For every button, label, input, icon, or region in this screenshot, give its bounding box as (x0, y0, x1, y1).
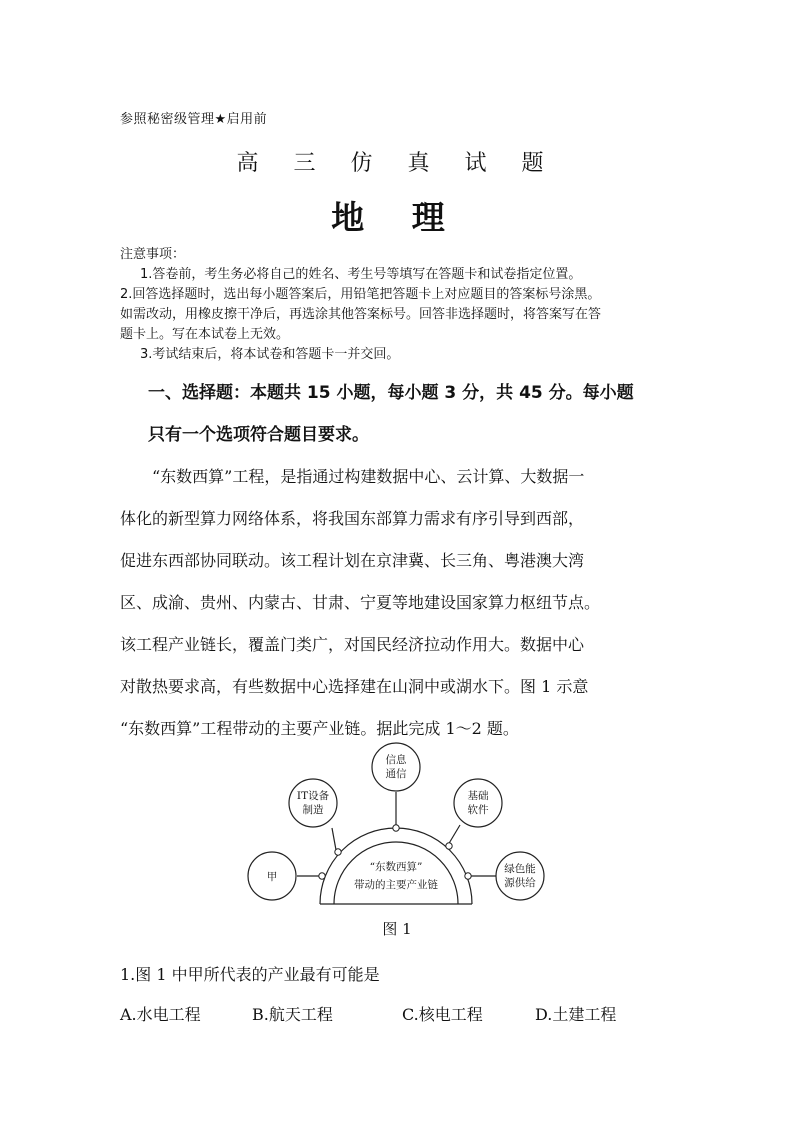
notice-item: 如需改动，用橡皮擦干净后，再选涂其他答案标号。回答非选择题时，将答案写在答 (120, 307, 602, 322)
node-label-jia: 甲 (266, 871, 278, 883)
notice-item: 3.考试结束后，将本试卷和答题卡一并交回。 (140, 347, 400, 362)
node-it (289, 779, 337, 827)
section-heading: 一、选择题：本题共 15 小题，每小题 3 分，共 45 分。每小题 (148, 383, 634, 403)
node-info (372, 743, 420, 791)
option-a: A.水电工程 (120, 1005, 201, 1024)
notice-item: 1.答卷前，考生务必将自己的姓名、考生号等填写在答题卡和试卷指定位置。 (140, 267, 582, 282)
node-label-energy: 绿色能 (504, 863, 536, 875)
industry-chain-figure (0, 740, 794, 910)
node-label-software: 基础 (467, 790, 489, 802)
joint-dot (319, 873, 325, 879)
option-c: C.核电工程 (402, 1005, 483, 1024)
joint-dot (393, 825, 399, 831)
node-label-energy: 源供给 (504, 877, 536, 889)
node-software (454, 779, 502, 827)
center-label: “东数西算” (369, 861, 423, 873)
passage-line: 体化的新型算力网络体系，将我国东部算力需求有序引导到西部， (120, 509, 585, 528)
question-options (120, 1002, 640, 1026)
passage-line: 该工程产业链长，覆盖门类广，对国民经济拉动作用大。数据中心 (120, 635, 585, 654)
node-label-info: 信息 (385, 754, 407, 766)
subject-title: 地 理 (331, 198, 463, 237)
notice-block (120, 245, 601, 365)
node-label-it: IT设备 (296, 790, 330, 802)
security-label: 参照秘密级管理★启用前 (120, 112, 268, 127)
joint-dot (335, 849, 341, 855)
notice-item: 题卡上。写在本试卷上无效。 (120, 327, 290, 342)
notice-title: 注意事项： (120, 247, 186, 262)
center-label: 带动的主要产业链 (354, 879, 438, 891)
passage-line: 区、成渝、贵州、内蒙古、甘肃、宁夏等地建设国家算力枢纽节点。 (120, 593, 601, 612)
passage-line: “东数西算”工程，是指通过构建数据中心、云计算、大数据一 (152, 467, 585, 486)
node-label-info: 通信 (385, 768, 407, 780)
node-label-software: 软件 (467, 804, 489, 816)
option-b: B.航天工程 (252, 1005, 333, 1024)
joint-dot (446, 843, 452, 849)
connector-software (448, 825, 460, 845)
passage-line: “东数西算”工程带动的主要产业链。据此完成 1～2 题。 (120, 719, 519, 738)
joint-dot (465, 873, 471, 879)
inner-arc (334, 842, 458, 904)
node-energy (496, 852, 544, 900)
option-d: D.土建工程 (535, 1005, 617, 1024)
connector-it (332, 828, 336, 850)
notice-item: 2.回答选择题时，选出每小题答案后，用铅笔把答题卡上对应题目的答案标号涂黑。 (120, 287, 601, 302)
figure-caption: 图 1 (382, 920, 412, 938)
passage (120, 456, 690, 750)
question-stem: 1.图 1 中甲所代表的产业最有可能是 (120, 965, 380, 984)
passage-line: 对散热要求高，有些数据中心选择建在山洞中或湖水下。图 1 示意 (120, 677, 589, 696)
node-label-it: 制造 (302, 804, 324, 816)
exam-title: 高 三 仿 真 试 题 (236, 151, 558, 176)
section-heading-cont: 只有一个选项符合题目要求。 (148, 425, 369, 445)
passage-line: 促进东西部协同联动。该工程计划在京津冀、长三角、粤港澳大湾 (120, 551, 585, 570)
